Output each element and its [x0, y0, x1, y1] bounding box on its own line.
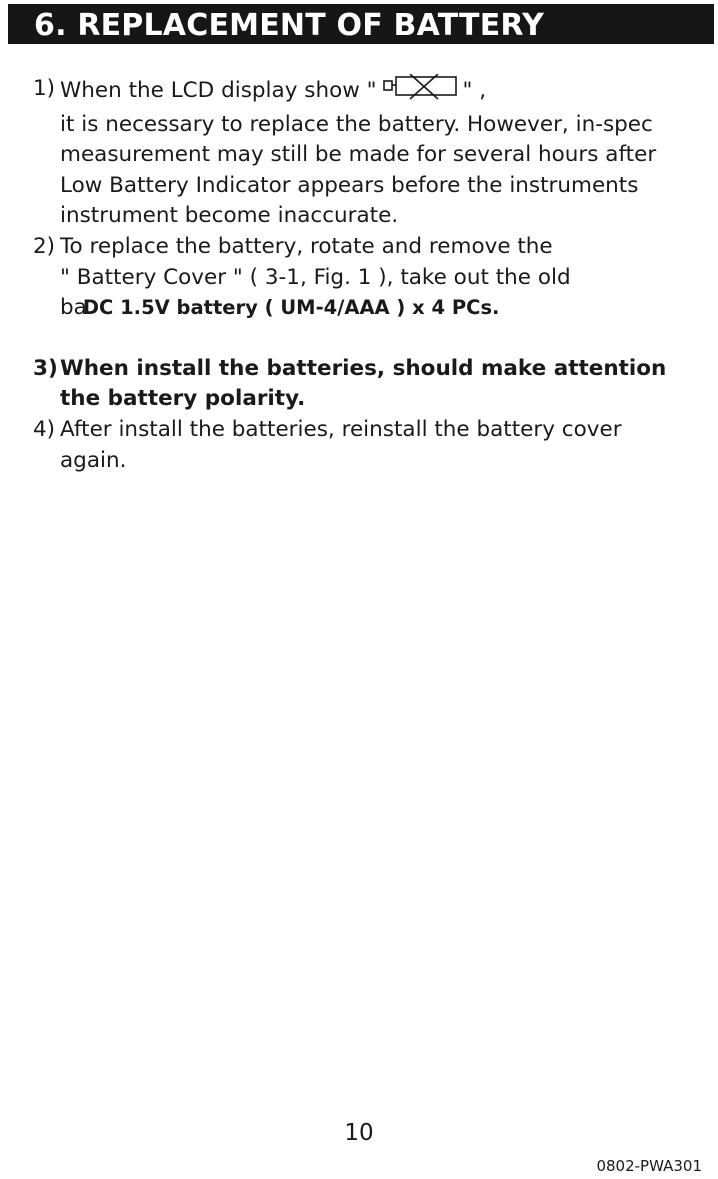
page-number: 10: [344, 1120, 374, 1146]
item-line: Low Battery Indicator appears before the instruments: [60, 172, 639, 198]
low-battery-icon: [383, 74, 459, 110]
section-title: 6. REPLACEMENT OF BATTERY: [34, 8, 544, 43]
list-item-4: [0, 415, 718, 476]
instructions-list: [0, 74, 718, 476]
item-line: [60, 293, 718, 324]
item-line-prefix: ba: [60, 295, 87, 321]
item-number: 2): [33, 233, 56, 259]
list-item-3: [0, 354, 718, 415]
item-line: instrument become inaccurate.: [60, 203, 399, 229]
item-line: When install the batteries, should make attention: [60, 355, 667, 381]
item-line: After install the batteries, reinstall the battery cover: [60, 416, 622, 442]
item-line-prefix: When the LCD display show ": [60, 78, 377, 103]
item-line: again.: [60, 447, 127, 473]
item-line: To replace the battery, rotate and remove the: [60, 233, 553, 259]
document-code: 0802-PWA301: [596, 1157, 702, 1175]
item-number: 3): [33, 355, 58, 381]
section-title-bar: [8, 4, 714, 44]
item-line: the battery polarity.: [60, 386, 306, 412]
item-line: [60, 74, 718, 110]
item-line: it is necessary to replace the battery. However, in-spec: [60, 111, 653, 137]
item-number: 1): [33, 76, 56, 101]
item-number: 4): [33, 416, 56, 442]
battery-spec: DC 1.5V battery ( UM-4/AAA ) x 4 PCs.: [82, 296, 500, 320]
list-item-1: [0, 74, 718, 232]
list-item-2: [0, 232, 718, 324]
item-line: " Battery Cover " ( 3-1, Fig. 1 ), take out the old: [60, 264, 571, 290]
item-line-suffix: " ,: [462, 78, 487, 103]
item-line: measurement may still be made for several hours after: [60, 142, 657, 168]
